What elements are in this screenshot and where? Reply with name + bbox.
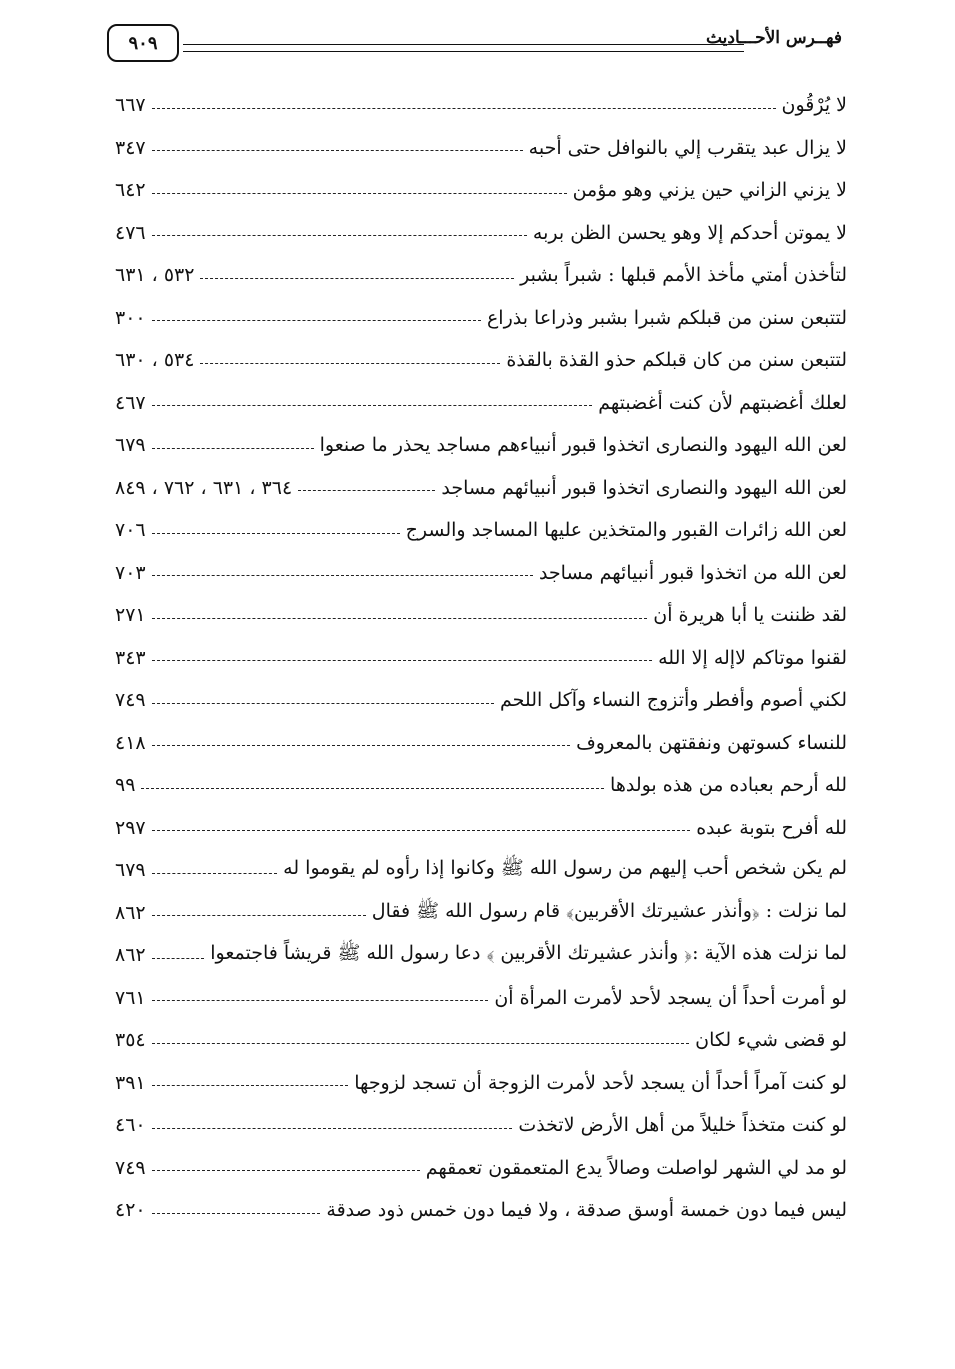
index-entry — [115, 509, 847, 552]
dotted-leader — [152, 660, 652, 661]
dotted-leader — [152, 405, 593, 406]
dotted-leader — [152, 873, 278, 874]
entry-text: للنساء كسوتهن ونفقتهن بالمعروف — [576, 731, 847, 754]
entry-page-numbers: ٥٣٤ ، ٦٣٠ — [115, 349, 195, 372]
dotted-leader — [152, 958, 205, 959]
entry-text: لله أفرح بتوبة عبده — [696, 816, 847, 839]
index-entry — [115, 84, 847, 127]
entry-page-numbers: ٩٩ — [115, 774, 136, 797]
index-entry — [115, 1104, 847, 1147]
entry-text: لتتبعن سنن من قبلكم شبرا بشبر وذراعا بذراع — [486, 306, 847, 329]
dotted-leader — [152, 575, 533, 576]
dotted-leader — [152, 235, 527, 236]
page-number-box — [107, 24, 179, 62]
entry-page-numbers: ٢٩٧ — [115, 816, 146, 839]
index-entry — [115, 424, 847, 467]
index-entry — [115, 382, 847, 425]
entry-page-numbers: ٣٥٤ — [115, 1029, 146, 1052]
entry-text: لا يُرْقُون — [781, 94, 847, 117]
index-entry — [115, 764, 847, 807]
entry-text: لعن الله زائرات القبور والمتخذين عليها المساجد والسرج — [405, 519, 847, 542]
entry-page-numbers: ٣٠٠ — [115, 306, 146, 329]
dotted-leader — [152, 1128, 513, 1129]
entry-text: لتتبعن سنن من كان قبلكم حذو القذة بالقذة — [506, 349, 847, 372]
index-entry — [115, 212, 847, 255]
index-entry — [115, 722, 847, 765]
entry-page-numbers: ٦٧٩ — [115, 434, 146, 457]
index-entry — [115, 807, 847, 850]
index-entry — [115, 934, 847, 977]
entry-page-numbers: ٧٦١ — [115, 986, 146, 1009]
dotted-leader — [152, 1085, 349, 1086]
dotted-leader — [152, 1170, 420, 1171]
entry-page-numbers: ٨٦٢ — [115, 901, 146, 924]
entry-page-numbers: ٦٤٢ — [115, 179, 146, 202]
dotted-leader — [152, 150, 523, 151]
entry-page-numbers: ٣٦٤ ، ٦٣١ ، ٧٦٢ ، ٨٤٩ — [115, 476, 293, 499]
index-entry — [115, 297, 847, 340]
entry-text: لقد ظننت يا أبا هريرة أن — [653, 604, 847, 627]
index-entry — [115, 637, 847, 680]
index-entry — [115, 849, 847, 892]
entry-page-numbers: ٤٢٠ — [115, 1199, 146, 1222]
entry-text: لكني أصوم وأفطر وأتزوج النساء وآكل اللحم — [500, 689, 847, 712]
entry-page-numbers: ٨٦٢ — [115, 944, 146, 967]
entry-page-numbers: ٤٦٧ — [115, 391, 146, 414]
dotted-leader — [152, 1213, 321, 1214]
entry-text: لعلك أغضبتهم لأن كنت أغضبتهم — [598, 391, 847, 414]
dotted-leader — [152, 745, 570, 746]
dotted-leader — [152, 320, 481, 321]
entry-page-numbers: ٧٤٩ — [115, 689, 146, 712]
dotted-leader — [152, 830, 691, 831]
entry-text: لو كنت متخذاً خليلاً من أهل الأرض لاتخذت — [518, 1114, 847, 1137]
index-entry — [115, 467, 847, 510]
dotted-leader — [152, 1000, 489, 1001]
index-entry — [115, 254, 847, 297]
entry-page-numbers: ٧٠٣ — [115, 561, 146, 584]
entry-page-numbers: ٣٤٣ — [115, 646, 146, 669]
entry-text: لما نزلت : ﴿وأنذر عشيرتك الأقربين﴾ قام رسول الله ﷺ فقال — [371, 899, 847, 922]
dotted-leader — [152, 193, 567, 194]
dotted-leader — [152, 1043, 690, 1044]
entry-page-numbers: ٥٣٢ ، ٦٣١ — [115, 264, 195, 287]
page-number: ٩٠٩ — [128, 32, 158, 54]
entry-page-numbers: ٤٦٠ — [115, 1114, 146, 1137]
entry-text: ليس فيما دون خمسة أوسق صدقة ، ولا فيما دون خمس ذود صدقة — [326, 1199, 847, 1222]
index-entry — [115, 594, 847, 637]
entry-page-numbers: ٤٧٦ — [115, 221, 146, 244]
entry-text: لعن الله اليهود والنصارى اتخذوا قبور أنبيائهم مساجد — [441, 476, 847, 499]
entry-text: لا يزال عبد يتقرب إلي بالنوافل حتى أحبه — [528, 136, 847, 159]
index-entry — [115, 679, 847, 722]
index-entry — [115, 169, 847, 212]
entry-text: لعن الله من اتخذوا قبور أنبيائهم مساجد — [538, 561, 847, 584]
index-entry — [115, 552, 847, 595]
entry-page-numbers: ٢٧١ — [115, 604, 146, 627]
dotted-leader — [200, 278, 514, 279]
header-title: فهــرس الأحـــاديث — [705, 28, 842, 48]
dotted-leader — [152, 618, 648, 619]
dotted-leader — [152, 533, 400, 534]
dotted-leader — [152, 703, 494, 704]
entry-page-numbers: ٤١٨ — [115, 731, 146, 754]
entry-page-numbers: ٦٦٧ — [115, 94, 146, 117]
entry-page-numbers: ٣٩١ — [115, 1071, 146, 1094]
entry-page-numbers: ٧٠٦ — [115, 519, 146, 542]
entry-text: لقنوا موتاكم لاإله إلا الله — [658, 646, 847, 669]
dotted-leader — [298, 490, 435, 491]
entry-text: لعن الله اليهود والنصارى اتخذوا قبور أنبياءهم مساجد يحذر ما صنعوا — [319, 434, 847, 457]
index-entry — [115, 1019, 847, 1062]
entry-page-numbers: ٣٤٧ — [115, 136, 146, 159]
index-entry — [115, 892, 847, 935]
index-entry — [115, 1062, 847, 1105]
entry-text: لو كنت آمراً أحداً أن يسجد لأحد لأمرت الزوجة أن تسجد لزوجها — [354, 1071, 847, 1094]
hadith-index-list — [115, 84, 847, 1232]
entry-text: لا يزني الزاني حين يزني وهو مؤمن — [572, 179, 847, 202]
entry-text: لما نزلت هذه الآية :﴿ وأنذر عشيرتك الأقربين ﴾ دعا رسول الله ﷺ قريشاً فاجتمعوا — [210, 942, 847, 965]
header-double-rule — [183, 44, 744, 52]
index-entry — [115, 977, 847, 1020]
entry-text: لو أمرت أحداً أن يسجد لأحد لأمرت المرأة أن — [494, 986, 847, 1009]
index-entry — [115, 1147, 847, 1190]
entry-text: لو قضى شيء لكان — [695, 1029, 847, 1052]
entry-page-numbers: ٧٤٩ — [115, 1156, 146, 1179]
entry-text: لا يموتن أحدكم إلا وهو يحسن الظن بربه — [532, 221, 847, 244]
page-header — [107, 24, 842, 68]
entry-text: لله أرحم بعباده من هذه بولدها — [610, 774, 847, 797]
index-entry — [115, 339, 847, 382]
dotted-leader — [200, 363, 500, 364]
index-entry — [115, 127, 847, 170]
dotted-leader — [152, 915, 366, 916]
entry-text: لو مد لي الشهر لواصلت وصالاً يدع المتعمقون تعمقهم — [425, 1156, 847, 1179]
entry-text: لتأخذن أمتي مأخذ الأمم قبلها : شبراً بشبر — [520, 264, 847, 287]
dotted-leader — [152, 448, 314, 449]
entry-page-numbers: ٦٧٩ — [115, 859, 146, 882]
index-entry — [115, 1189, 847, 1232]
entry-text: لم يكن شخص أحب إليهم من رسول الله ﷺ وكانوا إذا رأوه لم يقوموا له — [283, 857, 847, 880]
dotted-leader — [141, 788, 604, 789]
dotted-leader — [152, 108, 776, 109]
